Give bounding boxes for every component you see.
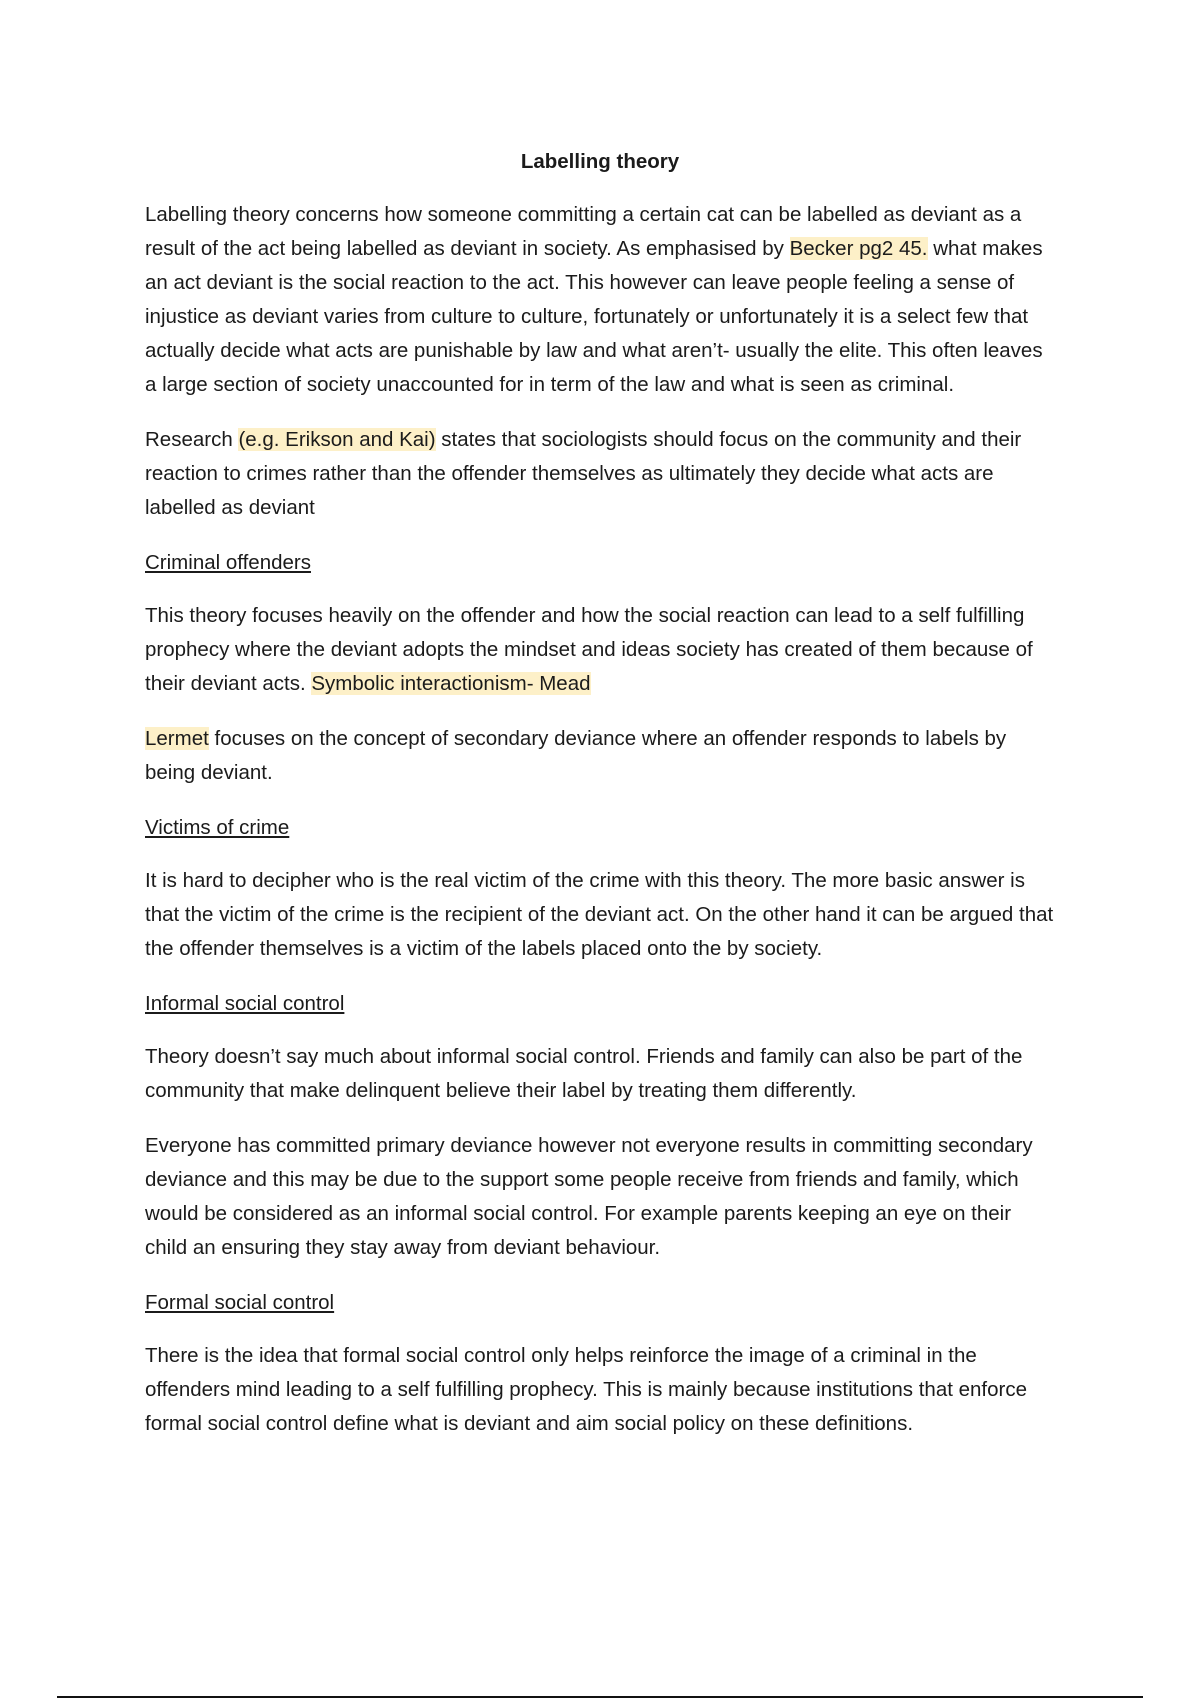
highlighted-citation: Becker pg2 45. [789,237,928,260]
page-bottom-divider [57,1696,1143,1698]
paragraph-text: Research [145,428,239,451]
paragraph-intro [145,198,1055,402]
section-heading-victims: Victims of crime [145,816,290,839]
paragraph-text: This theory focuses heavily on the offender and how the social reaction can lead to a self fulfilling prophecy where the deviant adopts the mindset and ideas society has created of them because of their deviant acts. [145,604,1033,695]
highlighted-citation: (e.g. Erikson and Kai) [238,428,436,451]
paragraph-text: Labelling theory concerns how someone committing a certain cat can be labelled as deviant as a result of the act being labelled as deviant in society. As emphasised by [145,203,1022,260]
section-heading-formal-control: Formal social control [145,1291,335,1314]
section-heading-criminal-offenders: Criminal offenders [145,551,311,574]
page-title: Labelling theory [520,150,680,173]
section-heading-informal-control: Informal social control [145,992,345,1015]
paragraph-primary-deviance: Everyone has committed primary deviance however not everyone results in committing secondary deviance and this may be due to the support some people receive from friends and family, which would be considered as an informal social control. For example parents keeping an eye on their child an ensuring they stay away from deviant behaviour. [145,1134,1033,1259]
paragraph-secondary-deviance [145,722,1055,790]
highlighted-citation: Symbolic interactionism- Mead [311,672,591,695]
paragraph-text: what makes an act deviant is the social reaction to the act. This however can leave people feeling a sense of injustice as deviant varies from culture to culture, fortunately or unfortunately it is a select few that actually decide what acts are punishable by law and what aren’t- usually the elite. This often leaves a large section of society unaccounted for in term of the law and what is seen as criminal. [145,237,1043,396]
paragraph-victims: It is hard to decipher who is the real victim of the crime with this theory. The more basic answer is that the victim of the crime is the recipient of the deviant act. On the other hand it can be argued that the offender themselves is a victim of the labels placed onto the by society. [145,869,1054,960]
paragraph-text: states that sociologists should focus on the community and their reaction to crimes rather than the offender themselves as ultimately they decide what acts are labelled as deviant [145,428,1022,519]
paragraph-text: focuses on the concept of secondary deviance where an offender responds to labels by being deviant. [145,727,1007,784]
document-body [145,145,1055,1462]
paragraph-research [145,423,1055,525]
highlighted-citation: Lermet [145,727,209,750]
paragraph-formal-control: There is the idea that formal social control only helps reinforce the image of a criminal in the offenders mind leading to a self fulfilling prophecy. This is mainly because institutions that enforce formal social control define what is deviant and aim social policy on these definitions. [145,1344,1027,1435]
paragraph-offenders [145,599,1055,701]
paragraph-informal-control: Theory doesn’t say much about informal social control. Friends and family can also be part of the community that make delinquent believe their label by treating them differently. [145,1045,1023,1102]
